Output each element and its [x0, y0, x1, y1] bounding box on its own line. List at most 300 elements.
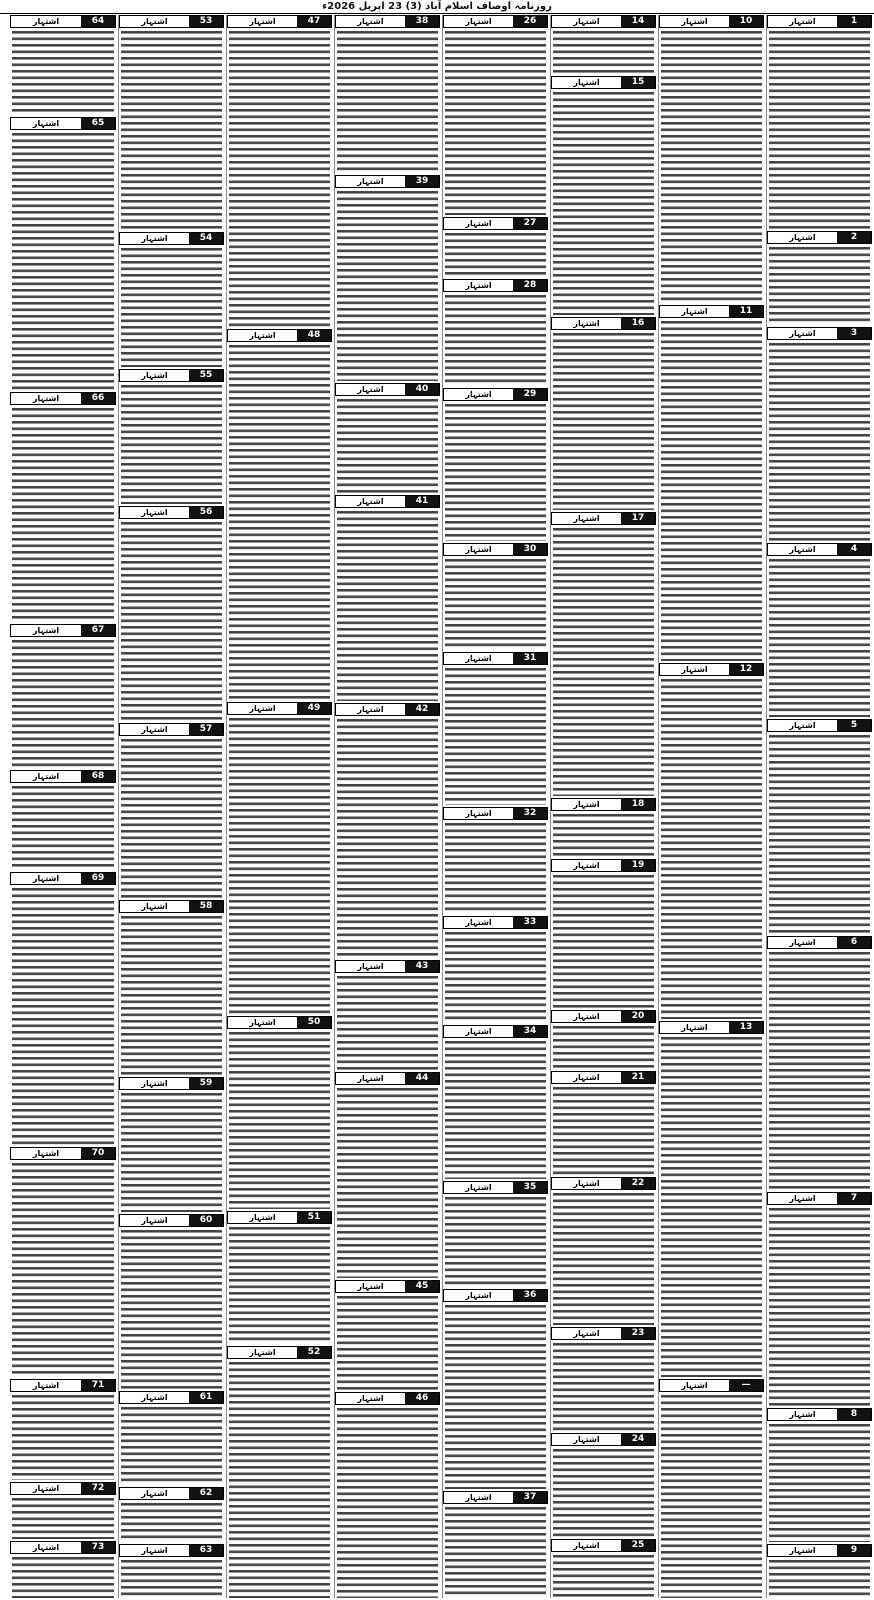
ad-text-block	[553, 1024, 654, 1069]
ad-number: 31	[513, 653, 547, 664]
ad-number: 1	[837, 16, 871, 27]
classified-ad	[551, 1010, 656, 1069]
ad-number: 3	[837, 328, 871, 339]
ad-number: 8	[837, 1409, 871, 1420]
ad-section-label: اشتہار	[444, 1182, 513, 1193]
ad-text-block	[553, 1553, 654, 1598]
ad-header	[659, 15, 764, 28]
ad-section-label: اشتہار	[228, 1212, 297, 1223]
classified-ad	[10, 15, 116, 115]
classified-ad	[767, 719, 872, 933]
ad-number: 62	[189, 1488, 223, 1499]
classified-ad	[443, 1491, 548, 1598]
ad-text-block	[769, 341, 870, 541]
ad-text-block	[445, 1195, 546, 1288]
ad-header	[767, 15, 872, 28]
ad-header	[551, 1539, 656, 1552]
ad-header	[767, 936, 872, 949]
classified-ad	[443, 279, 548, 386]
classified-ad	[10, 117, 116, 390]
ad-number: 50	[297, 1017, 331, 1028]
ad-number: 72	[81, 1483, 115, 1494]
ad-number: 19	[621, 860, 655, 871]
classified-ad	[767, 15, 872, 229]
ad-section-label: اشتہار	[552, 1434, 621, 1445]
ad-header	[10, 15, 116, 28]
classified-ad	[551, 317, 656, 511]
ad-header	[659, 1021, 764, 1034]
classified-ad	[443, 652, 548, 805]
ad-text-block	[445, 402, 546, 541]
ad-number: 22	[621, 1178, 655, 1189]
ad-text-block	[12, 29, 114, 115]
ad-text-block	[445, 666, 546, 805]
ad-text-block	[661, 1393, 762, 1598]
ad-section-label: اشتہار	[11, 1148, 81, 1159]
ad-section-label: اشتہار	[336, 16, 405, 27]
ad-section-label: اشتہار	[444, 16, 513, 27]
ad-number: 66	[81, 393, 115, 404]
ad-text-block	[121, 1228, 222, 1389]
ad-number: 23	[621, 1328, 655, 1339]
classified-ad	[551, 1433, 656, 1537]
ad-section-label: اشتہار	[444, 808, 513, 819]
ad-text-block	[445, 1303, 546, 1489]
ad-text-block	[553, 812, 654, 857]
ad-header	[335, 15, 440, 28]
ad-number: 64	[81, 16, 115, 27]
classified-ad	[443, 807, 548, 914]
ad-text-block	[12, 1161, 114, 1377]
ad-text-block	[337, 974, 438, 1070]
ad-number: 12	[729, 664, 763, 675]
ad-section-label: اشتہار	[120, 370, 189, 381]
ad-number: 51	[297, 1212, 331, 1223]
ad-header	[335, 1072, 440, 1085]
classified-ad	[335, 1072, 440, 1278]
ad-header	[227, 1211, 332, 1224]
ad-header	[335, 383, 440, 396]
ad-text-block	[661, 319, 762, 661]
ad-section-label: اشتہار	[336, 1073, 405, 1084]
ad-number: 53	[189, 16, 223, 27]
ad-text-block	[445, 1039, 546, 1178]
ad-section-label: اشتہار	[768, 720, 837, 731]
ad-header	[659, 305, 764, 318]
ad-number: 43	[405, 961, 439, 972]
ad-header	[767, 1544, 872, 1557]
ad-header	[335, 495, 440, 508]
ad-section-label: اشتہار	[444, 389, 513, 400]
ad-header	[227, 702, 332, 715]
ad-number: 40	[405, 384, 439, 395]
classified-ad	[767, 936, 872, 1190]
ad-number: 20	[621, 1011, 655, 1022]
ad-header	[119, 1487, 224, 1500]
ad-header	[119, 369, 224, 382]
ad-number: 38	[405, 16, 439, 27]
ad-text-block	[12, 1393, 114, 1479]
ad-number: 14	[621, 16, 655, 27]
ad-section-label: اشتہار	[552, 1540, 621, 1551]
ad-number: 73	[81, 1542, 115, 1553]
column-7	[118, 15, 224, 1598]
ad-header	[551, 859, 656, 872]
ad-header	[10, 392, 116, 405]
ad-number: 32	[513, 808, 547, 819]
ad-header	[443, 279, 548, 292]
ad-text-block	[661, 1035, 762, 1377]
ad-section-label: اشتہار	[444, 218, 513, 229]
classified-ad	[443, 15, 548, 215]
ad-header	[119, 506, 224, 519]
ad-section-label: اشتہار	[120, 1215, 189, 1226]
ad-section-label: اشتہار	[768, 1409, 837, 1420]
ad-text-block	[337, 189, 438, 381]
classified-ad	[227, 1211, 332, 1344]
ad-section-label: اشتہار	[228, 330, 297, 341]
ad-header	[119, 15, 224, 28]
classified-ad	[551, 1177, 656, 1326]
ad-number: 4	[837, 544, 871, 555]
ad-text-block	[12, 131, 114, 390]
ad-header	[227, 15, 332, 28]
classified-ad	[551, 512, 656, 796]
ad-section-label: اشتہار	[768, 544, 837, 555]
ad-number: 41	[405, 496, 439, 507]
ad-text-block	[121, 29, 222, 230]
ad-text-block	[445, 293, 546, 386]
ad-header	[443, 652, 548, 665]
ad-section-label: اشتہار	[120, 1545, 189, 1556]
ad-text-block	[337, 717, 438, 957]
ad-section-label: اشتہار	[120, 233, 189, 244]
ad-header	[10, 117, 116, 130]
classified-ad	[551, 798, 656, 857]
ad-number: 9	[837, 1545, 871, 1556]
classified-ad	[119, 232, 224, 367]
classified-ad	[443, 217, 548, 277]
ad-header	[551, 1433, 656, 1446]
ad-section-label: اشتہار	[120, 724, 189, 735]
classified-ad	[10, 392, 116, 622]
ad-text-block	[769, 29, 870, 229]
ad-section-label: اشتہار	[11, 118, 81, 129]
ad-text-block	[229, 29, 330, 327]
column-3	[550, 15, 656, 1598]
classified-ad	[227, 15, 332, 327]
ad-section-label: اشتہار	[11, 393, 81, 404]
ad-header	[767, 231, 872, 244]
column-2	[658, 15, 764, 1598]
ad-number: 46	[405, 1393, 439, 1404]
ad-section-label: اشتہار	[336, 176, 405, 187]
ad-header	[767, 719, 872, 732]
ad-text-block	[121, 383, 222, 504]
classified-ad	[551, 1539, 656, 1598]
ad-section-label: اشتہار	[336, 384, 405, 395]
ad-text-block	[553, 90, 654, 315]
classified-ad	[119, 1487, 224, 1541]
classified-ad	[659, 663, 764, 1019]
ad-text-block	[337, 1086, 438, 1278]
ad-section-label: اشتہار	[552, 77, 621, 88]
ad-section-label: اشتہار	[552, 860, 621, 871]
ad-text-block	[769, 557, 870, 717]
classified-ad	[767, 543, 872, 717]
ad-text-block	[769, 733, 870, 933]
ad-header	[551, 798, 656, 811]
ad-section-label: اشتہار	[120, 16, 189, 27]
ad-number: 61	[189, 1392, 223, 1403]
ad-number: 49	[297, 703, 331, 714]
classified-ad	[335, 703, 440, 957]
ad-section-label: اشتہار	[552, 318, 621, 329]
classified-ad	[767, 1192, 872, 1406]
ad-section-label: اشتہار	[552, 1328, 621, 1339]
classified-ad	[443, 543, 548, 650]
ad-section-label: اشتہار	[11, 1380, 81, 1391]
ad-number: 29	[513, 389, 547, 400]
ad-section-label: اشتہار	[660, 306, 729, 317]
ad-text-block	[445, 930, 546, 1023]
classified-ad	[335, 175, 440, 381]
classified-ad	[443, 916, 548, 1023]
ad-text-block	[337, 509, 438, 701]
ad-number: 65	[81, 118, 115, 129]
classified-ad	[119, 1544, 224, 1598]
ad-header	[767, 1408, 872, 1421]
column-4	[442, 15, 548, 1598]
ad-number: 57	[189, 724, 223, 735]
ad-section-label: اشتہار	[444, 1492, 513, 1503]
ad-header	[10, 1147, 116, 1160]
ad-number: 54	[189, 233, 223, 244]
ad-number: 68	[81, 771, 115, 782]
column-8	[10, 15, 116, 1598]
ad-header	[10, 624, 116, 637]
ad-header	[10, 872, 116, 885]
classified-ad	[767, 1408, 872, 1542]
classified-ad	[10, 872, 116, 1145]
classified-ad	[335, 1280, 440, 1390]
ad-header	[335, 1280, 440, 1293]
ad-text-block	[445, 1505, 546, 1598]
ad-header	[227, 1346, 332, 1359]
ad-section-label: اشتہار	[228, 1017, 297, 1028]
classified-ad	[551, 15, 656, 74]
classified-ad	[10, 770, 116, 870]
ad-section-label: اشتہار	[444, 917, 513, 928]
classified-ad	[10, 1147, 116, 1377]
ad-header	[551, 317, 656, 330]
ad-section-label: اشتہار	[444, 280, 513, 291]
ad-header	[10, 1379, 116, 1392]
ad-number: 33	[513, 917, 547, 928]
classified-ad	[767, 231, 872, 325]
ad-number: 28	[513, 280, 547, 291]
classified-ad	[227, 702, 332, 1014]
classified-ad	[119, 1077, 224, 1212]
ad-header	[227, 329, 332, 342]
ad-number: 47	[297, 16, 331, 27]
ad-header	[443, 1289, 548, 1302]
classified-ad	[659, 1379, 764, 1598]
ad-number: 39	[405, 176, 439, 187]
ad-section-label: اشتہار	[120, 507, 189, 518]
ad-text-block	[337, 29, 438, 173]
ad-header	[551, 76, 656, 89]
ad-number: 71	[81, 1380, 115, 1391]
ad-text-block	[553, 1447, 654, 1537]
ad-number: 5	[837, 720, 871, 731]
ad-header	[10, 1482, 116, 1495]
ad-header	[119, 1544, 224, 1557]
ad-text-block	[661, 29, 762, 303]
ad-section-label: اشتہار	[660, 664, 729, 675]
classified-ad	[443, 1289, 548, 1489]
column-5	[334, 15, 440, 1598]
classified-ad	[335, 383, 440, 493]
classified-ad	[335, 1392, 440, 1598]
ad-text-block	[12, 638, 114, 768]
ad-section-label: اشتہار	[768, 937, 837, 948]
ad-number: 37	[513, 1492, 547, 1503]
ad-number: 58	[189, 901, 223, 912]
ad-section-label: اشتہار	[660, 1380, 729, 1391]
ad-number: 16	[621, 318, 655, 329]
ad-text-block	[445, 557, 546, 650]
ad-header	[119, 900, 224, 913]
classified-ad	[551, 1327, 656, 1431]
ad-header	[443, 543, 548, 556]
classified-ad	[10, 624, 116, 768]
ad-section-label: اشتہار	[552, 1178, 621, 1189]
ad-header	[10, 1541, 116, 1554]
ad-number: 42	[405, 704, 439, 715]
ad-number: 13	[729, 1022, 763, 1033]
classified-ad	[443, 1181, 548, 1288]
ad-text-block	[769, 1558, 870, 1598]
ad-number: 60	[189, 1215, 223, 1226]
classified-ad	[659, 305, 764, 661]
ad-section-label: اشتہار	[11, 625, 81, 636]
ad-section-label: اشتہار	[336, 961, 405, 972]
ad-header	[335, 960, 440, 973]
ad-number: 7	[837, 1193, 871, 1204]
ad-header	[227, 1016, 332, 1029]
ad-header	[767, 1192, 872, 1205]
ad-section-label: اشتہار	[660, 1022, 729, 1033]
ad-section-label: اشتہار	[11, 1542, 81, 1553]
classified-ad	[659, 15, 764, 303]
ad-header	[335, 175, 440, 188]
ad-number: 59	[189, 1078, 223, 1089]
classified-ad	[767, 1544, 872, 1598]
ad-number: 34	[513, 1026, 547, 1037]
classified-ad	[10, 1482, 116, 1539]
ad-number: 48	[297, 330, 331, 341]
ad-section-label: اشتہار	[336, 496, 405, 507]
ad-text-block	[12, 784, 114, 870]
ad-number: 69	[81, 873, 115, 884]
ad-section-label: اشتہار	[552, 513, 621, 524]
classified-ad	[119, 506, 224, 721]
classified-ad	[10, 1541, 116, 1598]
ad-text-block	[553, 1191, 654, 1326]
ad-header	[551, 1071, 656, 1084]
ad-number: 26	[513, 16, 547, 27]
ad-text-block	[445, 231, 546, 277]
ad-number: 15	[621, 77, 655, 88]
ad-section-label: اشتہار	[768, 232, 837, 243]
ad-text-block	[229, 343, 330, 700]
classified-ad	[227, 329, 332, 700]
ad-number: 45	[405, 1281, 439, 1292]
ad-section-label: اشتہار	[11, 771, 81, 782]
ad-header	[551, 1177, 656, 1190]
ad-section-label: اشتہار	[768, 16, 837, 27]
ad-text-block	[121, 737, 222, 898]
ad-text-block	[121, 1558, 222, 1598]
ad-text-block	[121, 914, 222, 1075]
ad-header	[119, 1077, 224, 1090]
ad-text-block	[121, 520, 222, 721]
ad-text-block	[121, 246, 222, 367]
ad-text-block	[553, 1085, 654, 1175]
ad-text-block	[12, 1555, 114, 1598]
ad-number: 30	[513, 544, 547, 555]
ad-header	[443, 217, 548, 230]
classified-ad	[119, 900, 224, 1075]
classified-columns	[2, 15, 872, 1598]
classified-ad	[227, 1346, 332, 1598]
classified-ad	[119, 1391, 224, 1486]
ad-text-block	[229, 1360, 330, 1598]
ad-number: 56	[189, 507, 223, 518]
ad-section-label: اشتہار	[768, 1545, 837, 1556]
classified-ad	[335, 15, 440, 173]
ad-header	[443, 1025, 548, 1038]
classified-ad	[443, 388, 548, 541]
ad-number: 10	[729, 16, 763, 27]
ad-section-label: اشتہار	[336, 1281, 405, 1292]
ad-header	[443, 388, 548, 401]
ad-text-block	[769, 1422, 870, 1542]
ad-section-label: اشتہار	[660, 16, 729, 27]
ad-header	[659, 663, 764, 676]
ad-section-label: اشتہار	[552, 1011, 621, 1022]
ad-number: 21	[621, 1072, 655, 1083]
classified-ad	[119, 723, 224, 898]
column-1	[766, 15, 872, 1598]
ad-text-block	[337, 397, 438, 493]
ad-header	[335, 703, 440, 716]
ad-number: 17	[621, 513, 655, 524]
ad-text-block	[553, 1341, 654, 1431]
ad-section-label: اشتہار	[444, 1026, 513, 1037]
ad-text-block	[553, 29, 654, 74]
ad-text-block	[769, 245, 870, 325]
ad-section-label: اشتہار	[768, 1193, 837, 1204]
ad-text-block	[553, 526, 654, 796]
ad-text-block	[445, 821, 546, 914]
ad-header	[335, 1392, 440, 1405]
ad-text-block	[121, 1501, 222, 1541]
ad-section-label: اشتہار	[11, 1483, 81, 1494]
ad-text-block	[12, 406, 114, 622]
ad-section-label: اشتہار	[336, 1393, 405, 1404]
